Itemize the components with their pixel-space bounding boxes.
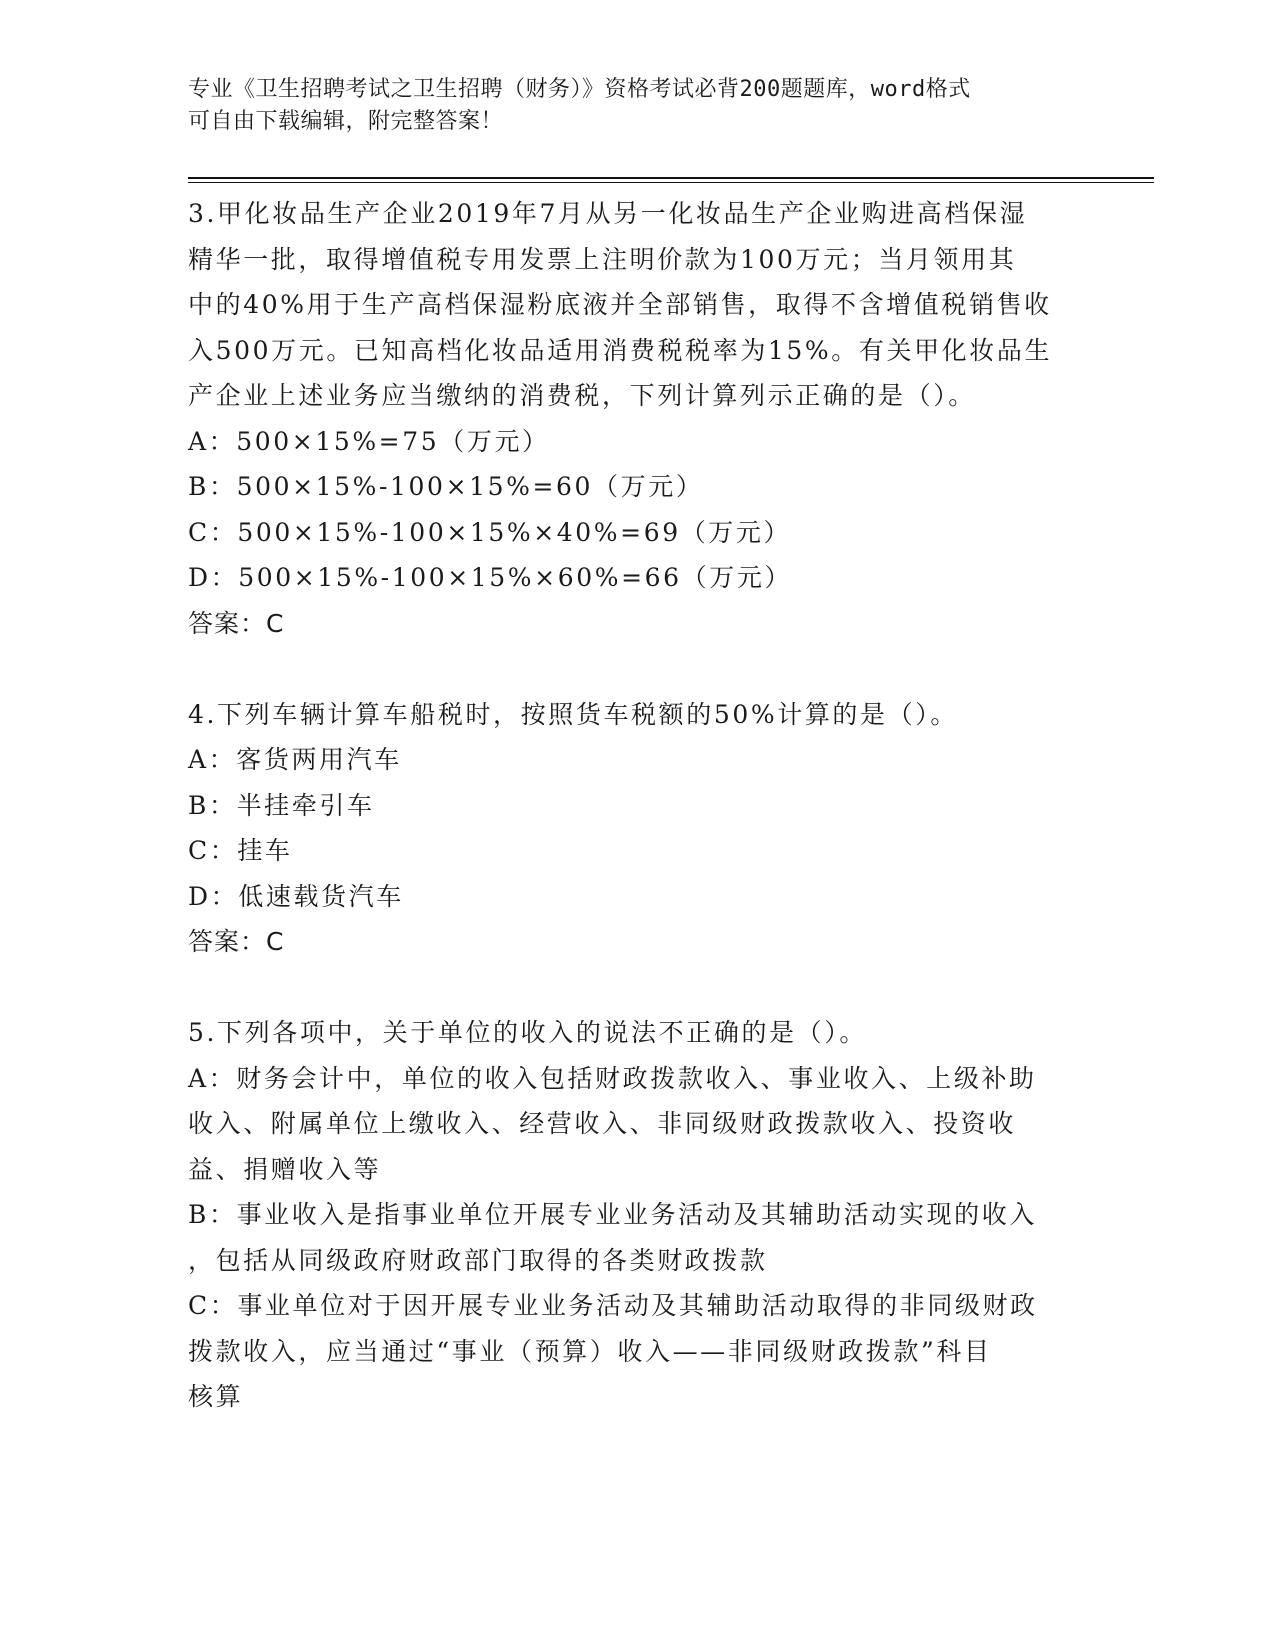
question-block [188,1010,1088,1420]
option-c: C：事业单位对于因开展专业业务活动及其辅助活动取得的非同级财政 [188,1291,1038,1320]
option-c: C：挂车 [188,836,293,865]
question-block [188,692,1088,965]
question-stem-line: 4.下列车辆计算车船税时，按照货车税额的50%计算的是（）。 [188,699,958,729]
question-stem-line: 3.甲化妆品生产企业2019年7月从另一化妆品生产企业购进高档保湿 [188,199,1028,228]
header-line: 专业《卫生招聘考试之卫生招聘（财务）》资格考试必背200题题库，word格式 [188,77,971,102]
answer-label: 答案：C [188,608,285,638]
question-stem-line: 中的40%用于生产高档保湿粉底液并全部销售，取得不含增值税销售收 [188,290,1052,319]
option-b: B：半挂牵引车 [188,790,375,820]
document-header [188,74,1088,138]
question-block [188,191,1088,646]
option-c: C：500×15%-100×15%×40%=69（万元） [188,517,792,547]
header-divider [188,177,1154,179]
option-a-continuation: 益、捐赠收入等 [188,1154,382,1184]
spacer [188,965,1088,1011]
header-divider-thin [188,182,1154,183]
option-b-continuation: ，包括从同级政府财政部门取得的各类财政拨款 [188,1245,768,1275]
option-c-continuation: 核算 [188,1382,244,1411]
spacer [188,646,1088,692]
answer-label: 答案：C [188,927,285,956]
question-stem-line: 精华一批，取得增值税专用发票上注明价款为100万元；当月领用其 [188,244,1017,274]
option-a: A：客货两用汽车 [188,745,402,774]
option-d: D：低速载货汽车 [188,881,404,911]
option-d: D：500×15%-100×15%×60%=66（万元） [188,563,793,592]
option-b: B：事业收入是指事业单位开展专业业务活动及其辅助活动实现的收入 [188,1200,1037,1229]
option-b: B：500×15%-100×15%=60（万元） [188,472,704,501]
question-stem-line: 5.下列各项中，关于单位的收入的说法不正确的是（）。 [188,1018,867,1047]
question-stem-line: 入500万元。已知高档化妆品适用消费税税率为15%。有关甲化妆品生 [188,335,1053,365]
header-line: 可自由下载编辑，附完整答案！ [188,109,504,134]
question-list [188,191,1088,1420]
question-stem-line: 产企业上述业务应当缴纳的消费税，下列计算列示正确的是（）。 [188,381,976,410]
option-c-continuation: 拨款收入，应当通过“事业（预算）收入——非同级财政拨款”科目 [188,1336,992,1366]
option-a-continuation: 收入、附属单位上缴收入、经营收入、非同级财政拨款收入、投资收 [188,1109,1017,1138]
option-a: A：500×15%=75（万元） [188,426,550,456]
option-a: A：财务会计中，单位的收入包括财政拨款收入、事业收入、上级补助 [188,1063,1037,1093]
